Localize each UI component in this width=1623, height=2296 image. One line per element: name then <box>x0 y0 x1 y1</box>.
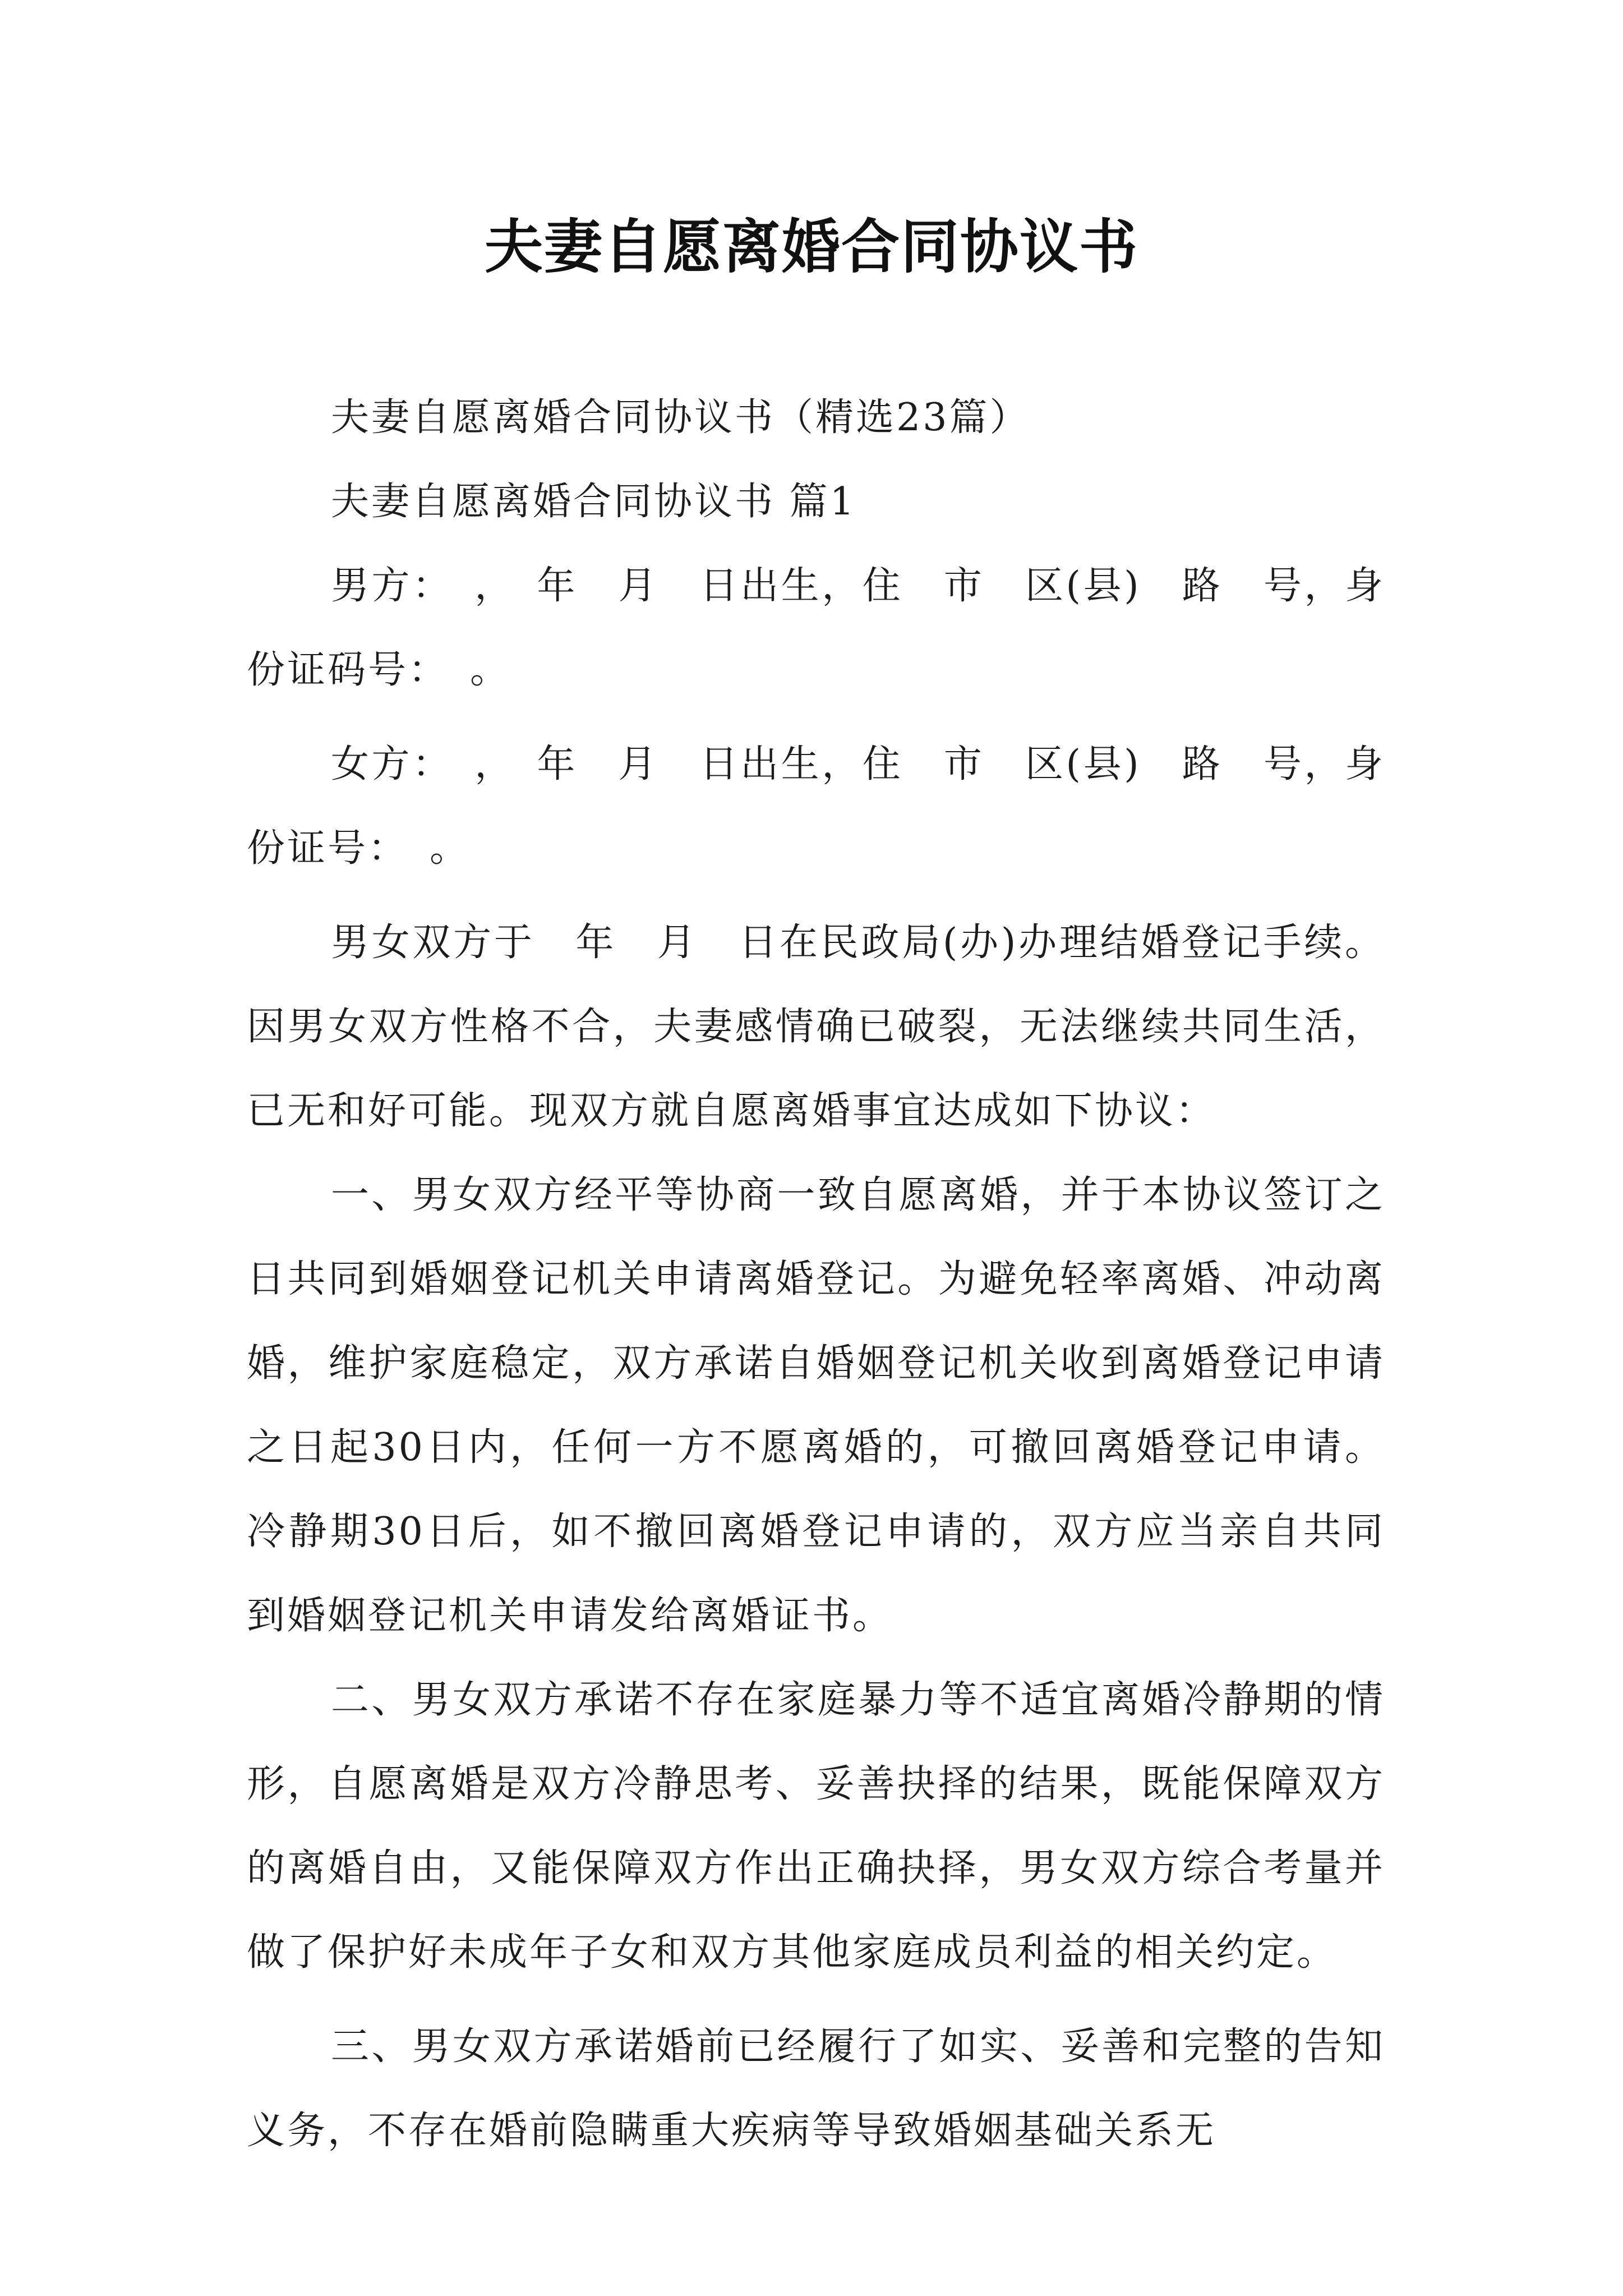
paragraph-clause-2: 二、男女双方承诺不存在家庭暴力等不适宜离婚冷静期的情形，自愿离婚是双方冷静思考、妥善抉择的结果，既能保障双方的离婚自由，又能保障双方作出正确抉择，男女双方综合考量并做了保护好未成年子女和双方其他家庭成员利益的相关约定。 <box>247 1678 1385 1975</box>
paragraph-subtitle: 夫妻自愿离婚合同协议书（精选23篇） <box>331 395 1030 440</box>
paragraph-marriage-registration: 男女双方于 年 月 日在民政局(办)办理结婚登记手续。因男女双方性格不合，夫妻感情确已破裂，无法继续共同生活，已无和好可能。现双方就自愿离婚事宜达成如下协议： <box>247 921 1385 1133</box>
paragraph-clause-3: 三、男女双方承诺婚前已经履行了如实、妥善和完整的告知义务，不存在婚前隐瞒重大疾病等导致婚姻基础关系无 <box>247 2024 1385 2153</box>
paragraph-female-party: 女方： ， 年 月 日出生，住 市 区(县) 路 号，身份证号： 。 <box>247 742 1385 871</box>
document-title: 夫妻自愿离婚合同协议书 <box>484 213 1138 281</box>
paragraph-male-party: 男方： ， 年 月 日出生，住 市 区(县) 路 号，身份证码号： 。 <box>247 564 1385 692</box>
paragraph-section-heading: 夫妻自愿离婚合同协议书 篇1 <box>331 480 856 524</box>
paragraph-clause-1: 一、男女双方经平等协商一致自愿离婚，并于本协议签订之日共同到婚姻登记机关申请离婚登记。为避免轻率离婚、冲动离婚，维护家庭稳定，双方承诺自婚姻登记机关收到离婚登记申请之日起30日内，任何一方不愿离婚的，可撤回离婚登记申请。冷静期30日后，如不撤回离婚登记申请的，双方应当亲自共同到婚姻登记机关申请发给离婚证书。 <box>247 1173 1385 1638</box>
document-body <box>247 376 1385 2173</box>
